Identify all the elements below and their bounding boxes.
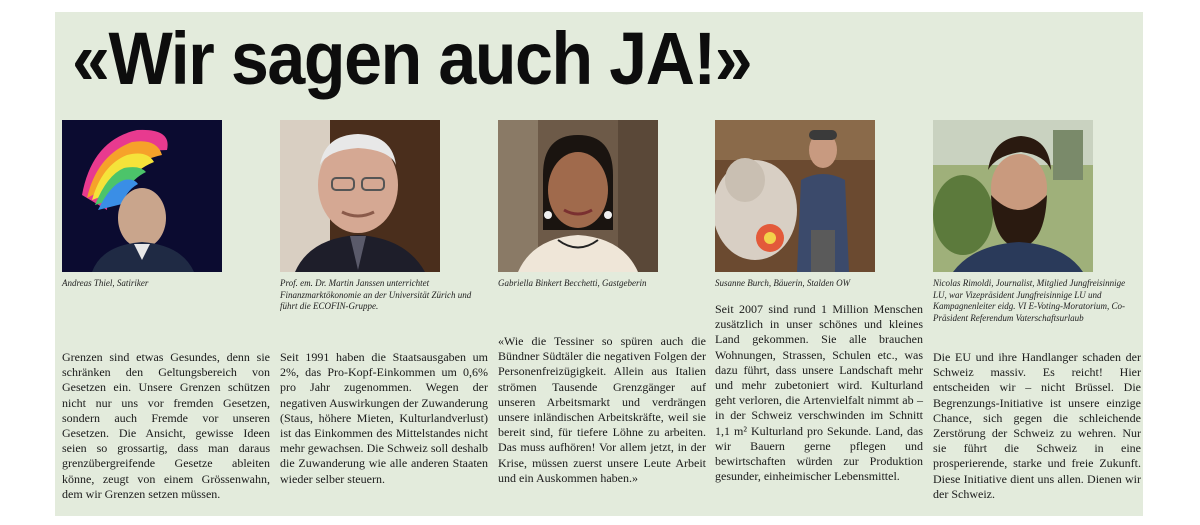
portrait-nicolas-rimoldi [933,120,1093,272]
caption: Prof. em. Dr. Martin Janssen unterrichtet Finanzmarktökonomie an der Universität Zürich und führt die ECOFIN-Gruppe. [280,278,472,311]
statement-text: Die EU und ihre Handlanger schaden der Schweiz massiv. Es reicht! Hier entscheiden wir – nicht Brüssel. Die Begrenzungs-Initiative ist unsere einzige Chance, sich gegen die schleichende Zerstörung der Schweiz zu wehren. Nur sie führt die Schweiz in eine prosperierende, starke und freie Zukunft. Diese Initiative dient uns allen. Dienen wir der Schweiz. [933,350,1141,501]
caption: Nicolas Rimoldi, Journalist, Mitglied Jungfreisinnige LU, war Vizepräsident Jungfreisinnige LU und Kampagnenleiter eidg. VI E-Voting-Moratorium, Co-Präsident Referendum Vaterschaftsurlaub [933,278,1126,323]
portrait-susanne-burch [715,120,875,272]
column-martin-janssen [280,120,490,510]
portrait-andreas-thiel [62,120,222,272]
statement-text: Seit 1991 haben die Staatsausgaben um 2%, das Pro-Kopf-Einkommen um 0,6% pro Jahr zugenommen. Wegen der negativen Auswirkungen der Zuwanderung (Staus, höhere Mieten, Kulturlandverlust) ist das Einkommen des Mittelstandes nicht mehr gewachsen. Die Schweiz soll deshalb die Zuwanderung wie alle anderen Staaten wieder selber steuern. [280,350,488,486]
column-nicolas-rimoldi [933,120,1143,510]
caption: Susanne Burch, Bäuerin, Stalden OW [715,278,851,288]
column-andreas-thiel [62,120,272,510]
portrait-gabriella-binkert [498,120,658,272]
statement-text: Grenzen sind etwas Gesundes, denn sie schränken den Geltungsbereich von Gesetzen ein. Unsere Grenzen schützen nicht nur uns vor fremden Gesetzen, sondern auch Fremde vor unseren Gesetzen. Die Ansicht, gewisse Ideen seien so grossartig, dass man daraus grenzübergreifende Gesetze ableiten könne, zeugt von einem Grössenwahn, dem wir Grenzen setzen müssen. [62,350,270,501]
column-susanne-burch [715,120,925,510]
headline: «Wir sagen auch JA!» [72,17,752,100]
portrait-martin-janssen [280,120,440,272]
caption: Andreas Thiel, Satiriker [62,278,149,288]
caption: Gabriella Binkert Becchetti, Gastgeberin [498,278,647,288]
statement-text: Seit 2007 sind rund 1 Million Menschen zusätzlich in unser schönes und kleines Land gekommen. Sie alle brauchen Wohnungen, Strassen, Schulen etc., was dazu führt, dass unsere Landschaft mehr und mehr zubetoniert wird. Kulturland geht verloren, die Artenvielfalt nimmt ab – in der Schweiz verschwinden im Schnitt 1,1 m² Kulturland pro Sekunde. Land, das wir Bauern gerne pflegen und bewirtschaften würden zur Produktion gesunder, einheimischer Lebensmittel. [715,302,923,484]
column-gabriella-binkert [498,120,708,510]
statement-text: «Wie die Tessiner so spüren auch die Bündner Südtäler die negativen Folgen der Personenfreizügigkeit. Allein aus Italien strömen Tausende Grenzgänger auf unseren Arbeitsmarkt und verdrängen unsere inländischen Arbeitskräfte, weil sie bereit sind, für tiefere Löhne zu arbeiten. Das muss aufhören! Vor allem jetzt, in der Krise, müssen zuerst unsere Leute Arbeit und ein Auskommen haben.» [498,334,706,485]
